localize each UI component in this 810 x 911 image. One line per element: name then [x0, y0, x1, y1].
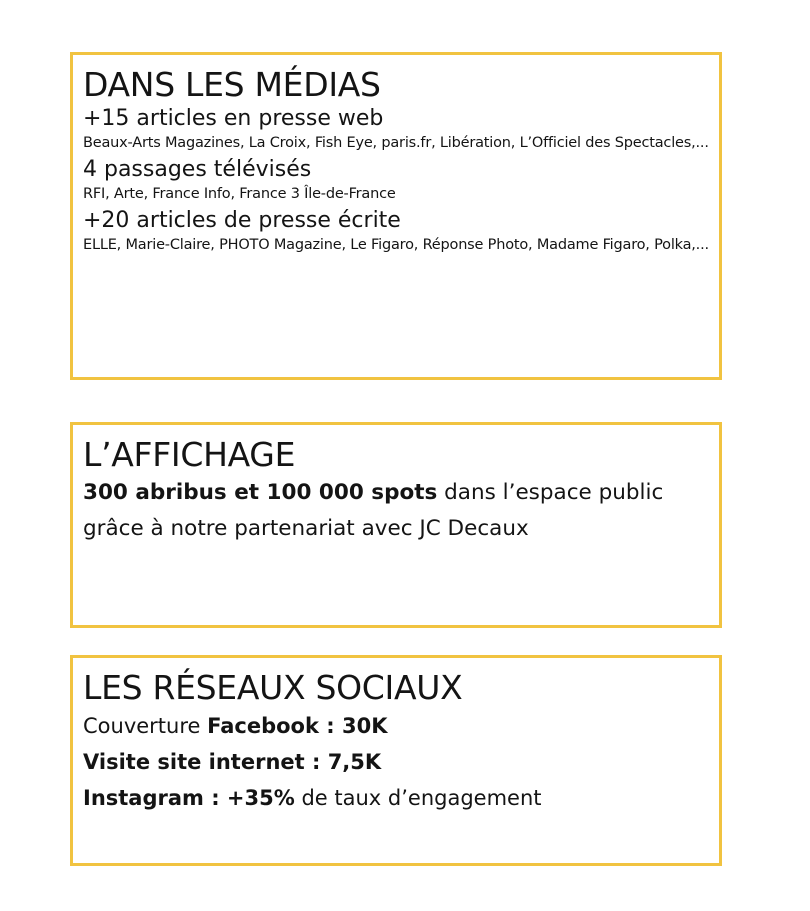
social-section-title: LES RÉSEAUX SOCIAUX	[83, 668, 463, 707]
website-stat: Visite site internet : 7,5K	[83, 750, 382, 774]
instagram-line	[83, 780, 709, 816]
instagram-rest: de taux d’engagement	[294, 786, 542, 810]
billboard-highlight: 300 abribus et 100 000 spots	[83, 480, 438, 505]
print-press-heading: +20 articles de presse écrite	[83, 208, 401, 233]
billboard-section	[70, 422, 722, 628]
billboard-rest: dans l’espace public grâce à notre partenariat avec JC Decaux	[83, 480, 664, 541]
media-section-title: DANS LES MÉDIAS	[83, 65, 381, 104]
facebook-prefix: Couverture	[83, 714, 208, 738]
tv-detail: RFI, Arte, France Info, France 3 Île-de-France	[83, 186, 396, 202]
billboard-section-title: L’AFFICHAGE	[83, 435, 296, 474]
web-press-heading: +15 articles en presse web	[83, 106, 384, 131]
media-section	[70, 52, 722, 380]
print-press-detail: ELLE, Marie-Claire, PHOTO Magazine, Le Figaro, Réponse Photo, Madame Figaro, Polka,...	[83, 237, 709, 253]
billboard-description	[83, 475, 709, 547]
facebook-line	[83, 708, 709, 744]
facebook-stat: Facebook : 30K	[207, 714, 388, 738]
website-line	[83, 744, 709, 780]
social-section	[70, 655, 722, 866]
instagram-stat: Instagram : +35%	[83, 786, 295, 810]
web-press-detail: Beaux-Arts Magazines, La Croix, Fish Eye, paris.fr, Libération, L’Officiel des Spectacles,...	[83, 135, 709, 151]
tv-heading: 4 passages télévisés	[83, 157, 312, 182]
